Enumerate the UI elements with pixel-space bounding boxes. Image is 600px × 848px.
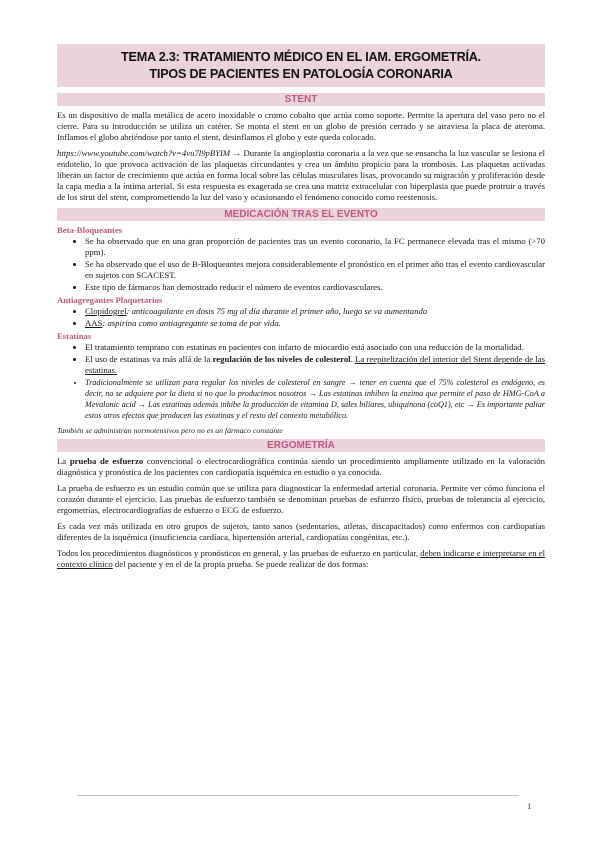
note-normotensivos: También se administran normotensivos pero no es un fármaco constante bbox=[57, 426, 283, 435]
document-page bbox=[57, 44, 545, 575]
list-item: • El tratamiento temprano con estatinas en pacientes con infarto de miocardio está asociado con una reducción de la mortalidad. bbox=[85, 342, 545, 353]
list-item: • Tradicionalmente se utilizan para regular los niveles de colesterol en sangre → tener en cuenta que el 75% colesterol es endógeno, es decir, no se adquiere por la dieta si no que lo producimos nosotros → Las estatinas inhiben la enzima que permite el paso de HMG-CoA a Mevalonic acid → Las estatinas además inhibe la producción de vitamina D, sales biliares, ubiquinona (coQ1), etc → Es importante paliar estos otros efectos que producen las estatinas y el resto del contexto metabólico. bbox=[85, 377, 545, 421]
list-item: • Se ha observado que en una gran proporción de pacientes tras un evento coronario, la FC permanece elevada tras el mismo (>70 ppm). bbox=[85, 236, 545, 258]
list-item bbox=[85, 354, 545, 376]
bold-phrase: regulación de los niveles de colesterol bbox=[212, 354, 351, 364]
drug-desc: : aspirina como antiagregante se toma de por vida. bbox=[102, 318, 281, 328]
title-banner bbox=[57, 44, 545, 87]
page-title-line1: TEMA 2.3: TRATAMIENTO MÉDICO EN EL IAM. ERGOMETRÍA. bbox=[121, 50, 481, 64]
subheading-antiagregantes: Antiagregantes Plaquetarios bbox=[57, 295, 163, 305]
text-span: del paciente y en el de la propia prueba. Se puede realizar de dos formas: bbox=[112, 559, 369, 569]
subheading-beta-bloqueantes: Beta-Bloqueantes bbox=[57, 225, 123, 235]
list-item: • Este tipo de fármacos han demostrado reducir el número de eventos cardiovasculares. bbox=[85, 282, 545, 293]
underlined-phrase: La reepitelización del interior del Stent depende de las estatinas. bbox=[85, 354, 545, 375]
ergometria-paragraph-2: La prueba de esfuerzo es un estudio común que se utiliza para diagnosticar la enfermedad arterial coronaria. Permite ver cómo funciona el corazón durante el ejercicio. Las pruebas de esfuerzo también se denominan pruebas de esfuerzo físico, pruebas de tolerancia al ejercicio, ergometrías, electrocardiografías de esfuerzo o ECG de esfuerzo. bbox=[57, 483, 545, 515]
list-item: • Se ha observado que el uso de B-Bloqueantes mejora considerablemente el pronóstico en el primer año tras el evento cardiovascular en sujetos con SCACEST. bbox=[85, 259, 545, 281]
drug-name: Clopidogrel bbox=[85, 306, 127, 316]
stent-paragraph-2-text: → Durante la angioplastia coronaria a la vez que se ensancha la luz vascular se lesiona el endotelio, lo que provoca activación de las plaquetas circundantes y crea un ámbito propicio para la trombosis. Las plaquetas activadas liberan un factor de crecimiento que actúa en forma local sobre las células musculares lisas, provocando su migración y proliferación desde la capa media a la íntima arterial. Si esta respuesta es exagerada se crea una matriz extracelular con hiperplasia que puede protruir a través de los strut del stent, comprometiendo la luz del vaso y ocasionando el fenómeno conocido como reestenosis. bbox=[57, 148, 545, 202]
drug-desc: : anticoagulante en dosis 75 mg al día durante el primer año, luego se va aumentando bbox=[126, 306, 428, 316]
beta-list bbox=[57, 236, 545, 293]
antiagregantes-list bbox=[57, 306, 545, 329]
ergometria-paragraph-3: Es cada vez más utilizada en otro grupos de sujetos, tanto sanos (sedentarios, atletas, discapacitados) como enfermos con cardiopatías diferentes de la isquémica (insuficiencia cardíaca, hipertensión arterial, cardiopatías congénitas, etc.). bbox=[57, 521, 545, 542]
footer-divider bbox=[77, 795, 519, 796]
section-heading-stent: STENT bbox=[57, 93, 545, 106]
text-span: La bbox=[57, 456, 70, 466]
list-item bbox=[85, 318, 545, 329]
subheading-estatinas: Estatinas bbox=[57, 331, 92, 341]
youtube-link[interactable]: https://www.youtube.com/watch?v=4vu7l9pBYIM bbox=[57, 148, 231, 158]
section-heading-medicacion: MEDICACIÓN TRAS EL EVENTO bbox=[57, 208, 545, 221]
text-span: El uso de estatinas va más allá de la bbox=[85, 354, 213, 364]
list-item bbox=[85, 306, 545, 317]
page-number: 1 bbox=[527, 801, 532, 811]
underlined-phrase: deben indicarse e interpretarse en el contexto clínico bbox=[57, 548, 545, 569]
ergometria-paragraph-4 bbox=[57, 548, 545, 570]
page-title-line2: TIPOS DE PACIENTES EN PATOLOGÍA CORONARIA bbox=[149, 67, 453, 81]
ergometria-paragraph-1 bbox=[57, 456, 545, 478]
text-span: . bbox=[350, 354, 356, 364]
stent-paragraph-2 bbox=[57, 148, 545, 203]
text-span: convencional o electrocardiográfica continúa siendo un procedimiento ampliamente utilizado en la valoración diagnóstica y pronóstica de los pacientes con cardiopatía isquémica en estudio o ya conocida. bbox=[57, 456, 545, 477]
stent-paragraph-1: Es un dispositivo de malla metálica de acero inoxidable o cromo cobalto que actúa como soporte. Permite la apertura del vaso pero no el cierre. Para su introducción se utiliza un catéter. Se monta el stent en un globo de presión cerrado y se atraviesa la placa de ateroma. Inflamos el globo abriéndose por tanto el stent, desinflamos el globo y este queda colocado. bbox=[57, 110, 545, 142]
text-span: Todos los procedimientos diagnósticos y pronósticos en general, y las pruebas de esfuerzo en particular, bbox=[57, 548, 421, 558]
estatinas-list bbox=[57, 342, 545, 421]
section-heading-ergometria: ERGOMETRÍA bbox=[57, 439, 545, 452]
drug-name: AAS bbox=[85, 318, 103, 328]
bold-phrase: prueba de esfuerzo bbox=[69, 456, 144, 466]
